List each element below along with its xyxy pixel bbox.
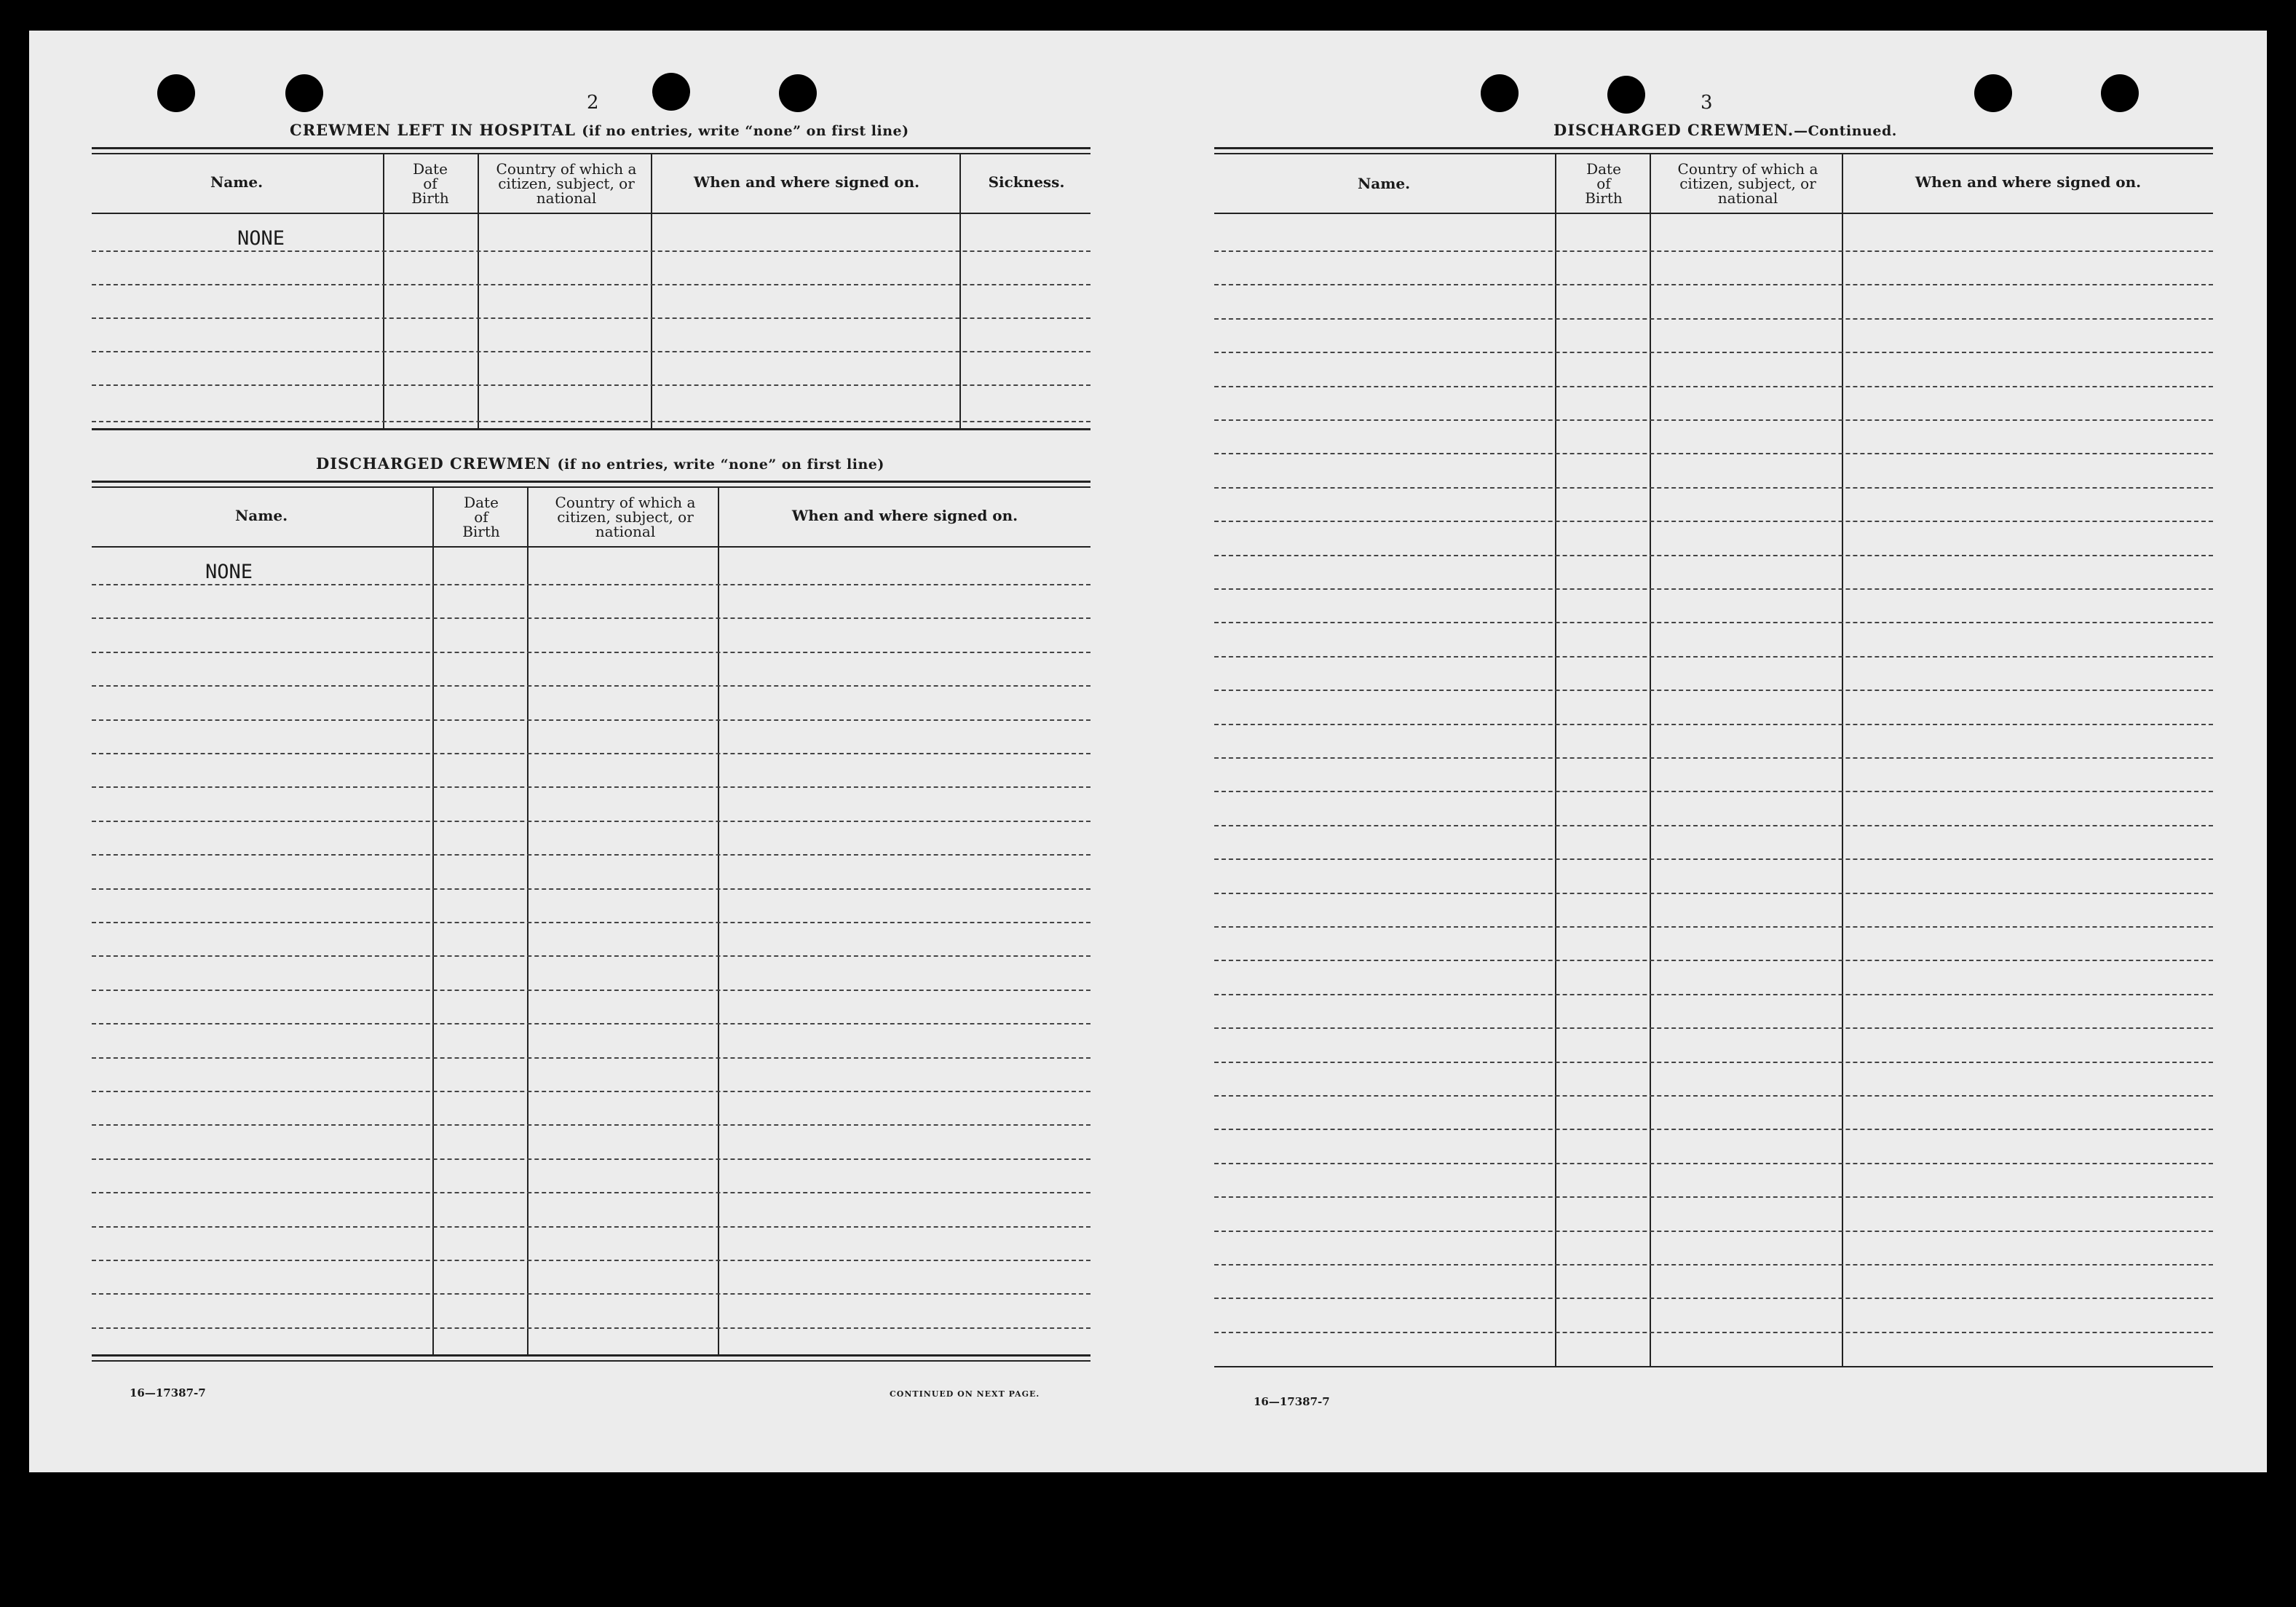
entry-line <box>1214 858 2213 860</box>
entry-line <box>92 786 1090 788</box>
rule <box>1214 147 2213 149</box>
entry-line <box>1214 690 2213 691</box>
col-header-signed-on: When and where signed on. <box>693 173 920 191</box>
form-code: 16—17387-7 <box>130 1386 206 1399</box>
discharged-title-text: DISCHARGED CREWMEN <box>316 454 552 473</box>
punch-hole <box>779 74 817 112</box>
col-header-country: Country of which a citizen, subject, or national <box>1677 160 1818 207</box>
entry-line <box>1214 521 2213 522</box>
col-header-name: Name. <box>1357 175 1411 192</box>
column-divider <box>383 153 384 430</box>
discharged-instruction: (if no entries, write “none” on first line) <box>557 457 884 473</box>
punch-hole <box>1974 74 2012 112</box>
rule <box>92 153 1090 154</box>
column-divider <box>1650 153 1651 1366</box>
column-divider <box>959 153 961 430</box>
entry-line <box>92 821 1090 822</box>
entry-line <box>1214 825 2213 826</box>
entry-line <box>1214 1095 2213 1097</box>
rule <box>92 147 1090 149</box>
col-header-name: Name. <box>210 173 264 191</box>
entry-line <box>1214 926 2213 928</box>
entry-line <box>1214 1062 2213 1063</box>
entry-line <box>92 955 1090 957</box>
header-underline <box>1214 213 2213 214</box>
page-number: 3 <box>1701 92 1713 114</box>
header-underline <box>92 546 1090 548</box>
entry-line <box>92 1091 1090 1092</box>
column-divider <box>1842 153 1843 1366</box>
rule <box>92 481 1090 483</box>
entry-line <box>1214 419 2213 421</box>
entry-line <box>1214 724 2213 725</box>
entry-line <box>92 1293 1090 1295</box>
entry-line <box>92 719 1090 721</box>
col-header-country: Country of which a citizen, subject, or national <box>496 160 637 207</box>
entry-line <box>1214 250 2213 252</box>
discharged-entry-none: NONE <box>205 561 253 583</box>
entry-line <box>92 888 1090 890</box>
entry-line <box>92 384 1090 386</box>
punch-hole <box>652 73 690 111</box>
entry-line <box>1214 994 2213 995</box>
rule <box>92 428 1090 430</box>
entry-line <box>1214 284 2213 285</box>
column-divider <box>718 486 719 1354</box>
column-divider <box>1555 153 1556 1366</box>
col-header-country: Country of which a citizen, subject, or national <box>555 494 696 540</box>
entry-line <box>1214 1163 2213 1164</box>
entry-line <box>1214 1332 2213 1333</box>
entry-line <box>1214 1129 2213 1130</box>
entry-line <box>1214 1298 2213 1299</box>
hospital-section-title <box>290 121 909 139</box>
entry-line <box>92 1260 1090 1261</box>
continued-note: CONTINUED ON NEXT PAGE. <box>890 1389 1040 1399</box>
punch-hole <box>2101 74 2139 112</box>
form-sheet <box>29 31 2267 1472</box>
entry-line <box>92 1158 1090 1160</box>
entry-line <box>92 584 1090 585</box>
entry-line <box>92 1124 1090 1126</box>
entry-line <box>92 652 1090 653</box>
hospital-entry-none: NONE <box>237 227 285 250</box>
hospital-instruction: (if no entries, write “none” on first line) <box>582 123 909 139</box>
entry-line <box>92 685 1090 687</box>
entry-line <box>92 421 1090 422</box>
continued-suffix: —Continued. <box>1794 123 1897 139</box>
entry-line <box>1214 1264 2213 1266</box>
entry-line <box>92 1226 1090 1228</box>
entry-line <box>1214 386 2213 387</box>
discharged-continued-title <box>1553 121 1897 139</box>
column-divider <box>527 486 529 1354</box>
page-number: 2 <box>587 92 599 114</box>
col-header-dob: Date of Birth <box>462 494 500 540</box>
rule <box>92 1354 1090 1357</box>
discharged-section-title <box>316 454 884 473</box>
entry-line <box>92 284 1090 285</box>
rule <box>92 1360 1090 1362</box>
entry-line <box>92 1057 1090 1059</box>
rule <box>92 486 1090 488</box>
punch-hole <box>1481 74 1519 112</box>
header-underline <box>92 213 1090 214</box>
column-divider <box>651 153 652 430</box>
entry-line <box>92 990 1090 991</box>
entry-line <box>92 854 1090 856</box>
entry-line <box>1214 588 2213 590</box>
entry-line <box>1214 1231 2213 1232</box>
entry-line <box>92 922 1090 923</box>
discharged-continued-title-text: DISCHARGED CREWMEN. <box>1553 121 1794 139</box>
form-code: 16—17387-7 <box>1254 1395 1330 1408</box>
column-divider <box>478 153 479 430</box>
entry-line <box>1214 453 2213 454</box>
entry-line <box>1214 1027 2213 1029</box>
entry-line <box>1214 487 2213 489</box>
col-header-signed-on: When and where signed on. <box>791 507 1018 524</box>
entry-line <box>1214 893 2213 894</box>
col-header-name: Name. <box>234 507 288 524</box>
rule <box>1214 153 2213 154</box>
col-header-dob: Date of Birth <box>411 160 449 207</box>
entry-line <box>1214 352 2213 353</box>
entry-line <box>92 250 1090 252</box>
entry-line <box>92 617 1090 619</box>
punch-hole <box>285 74 323 112</box>
rule <box>1214 1366 2213 1367</box>
entry-line <box>1214 555 2213 556</box>
entry-line <box>1214 656 2213 658</box>
entry-line <box>1214 622 2213 623</box>
col-header-sickness: Sickness. <box>988 173 1065 191</box>
entry-line <box>92 1192 1090 1193</box>
punch-hole <box>1607 76 1645 114</box>
col-header-dob: Date of Birth <box>1585 160 1623 207</box>
entry-line <box>92 1327 1090 1329</box>
entry-line <box>92 351 1090 352</box>
entry-line <box>1214 318 2213 320</box>
entry-line <box>1214 1196 2213 1198</box>
entry-line <box>92 753 1090 754</box>
entry-line <box>92 1023 1090 1024</box>
entry-line <box>1214 791 2213 792</box>
entry-line <box>92 317 1090 319</box>
column-divider <box>432 486 434 1354</box>
entry-line <box>1214 960 2213 961</box>
punch-hole <box>157 74 195 112</box>
entry-line <box>1214 757 2213 759</box>
col-header-signed-on: When and where signed on. <box>1915 173 2142 191</box>
hospital-title-text: CREWMEN LEFT IN HOSPITAL <box>290 121 576 139</box>
